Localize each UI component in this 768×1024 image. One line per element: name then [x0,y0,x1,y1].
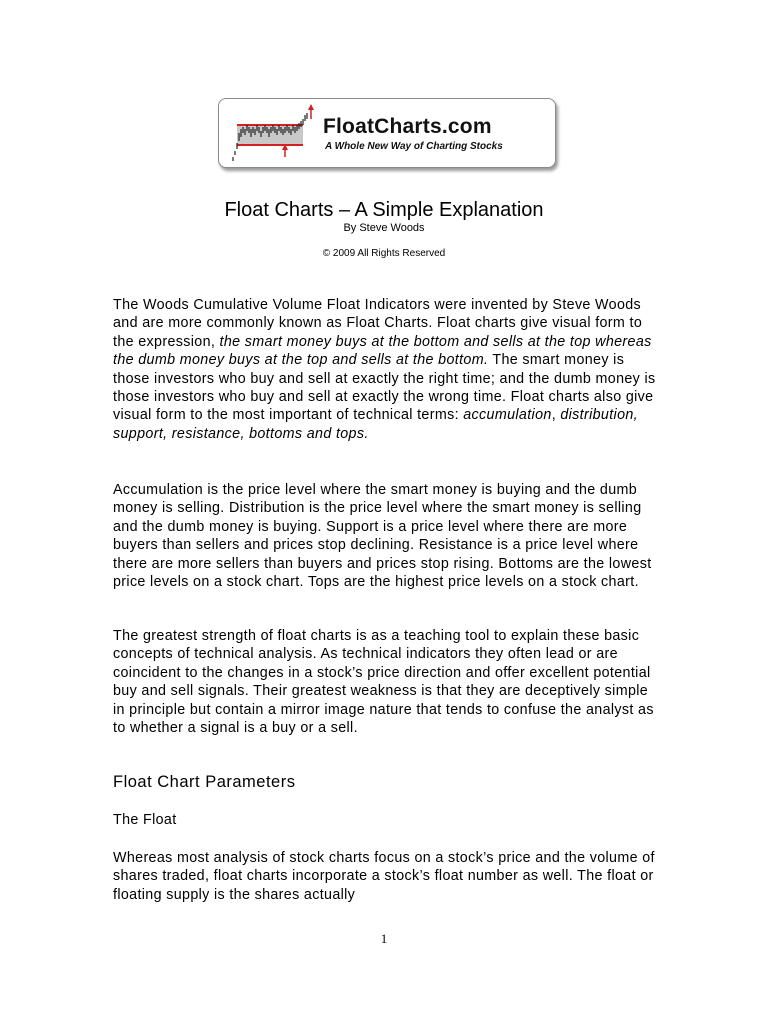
text-run: The smart money is those investors who buy and sell at exactly the right time; and the dumb money is those investors who buy and sell at exactly the wrong time. Float charts also give visual form to the most important of technical terms: [113,352,656,424]
logo-tagline: A Whole New Way of Charting Stocks [325,141,503,152]
copyright-line: © 2009 All Rights Reserved [322,248,446,259]
logo-site-name: FloatCharts.com [323,115,492,138]
paragraph-intro [113,296,661,443]
author-line: By Steve Woods [343,222,425,234]
text-run-italic: the smart money buys at the bottom and sells at the top whereas the dumb money buys at the top and sells at the bottom. [113,333,652,369]
subsection-heading: The Float [113,812,177,828]
paragraph-float: Whereas most analysis of stock charts focus on a stock’s price and the volume of shares traded, float charts incorporate a stock’s float number as well. The float or floating supply is the shares actually [113,850,655,903]
text-run-italic: accumulation [463,407,552,424]
page-number: 1 [380,931,388,946]
section-heading: Float Chart Parameters [113,773,296,791]
floatcharts-logo [218,98,556,168]
paragraph-definitions: Accumulation is the price level where the smart money is buying and the dumb money is selling. Distribution is the price level where the smart money is selling and the dumb money is buying. Support is a price level where there are more buyers than sellers and prices stop declining. Resistance is a price level where there are more sellers than buyers and prices stop rising. Bottoms are the lowest price levels on a stock chart. Tops are the highest price levels on a stock chart. [113,482,652,591]
text-run: The Woods Cumulative Volume Float Indicators were invented by Steve Woods and are more commonly known as Float Charts. Float charts give visual form to the expression, [113,297,643,350]
chart-logo-icon [229,103,325,165]
text-run: , [551,407,561,424]
document-title: Float Charts – A Simple Explanation [224,199,544,221]
paragraph-strengths: The greatest strength of float charts is as a teaching tool to explain these basic concepts of technical analysis. As technical indicators they often lead or are coincident to the changes in a stock’s price direction and offer excellent potential buy and sell signals. Their greatest weakness is that they are deceptively simple in principle but contain a mirror image nature that tends to confuse the analyst as to whether a signal is a buy or a sell. [113,628,654,737]
text-run-italic: distribution, support, resistance, bottoms and tops. [113,407,639,442]
